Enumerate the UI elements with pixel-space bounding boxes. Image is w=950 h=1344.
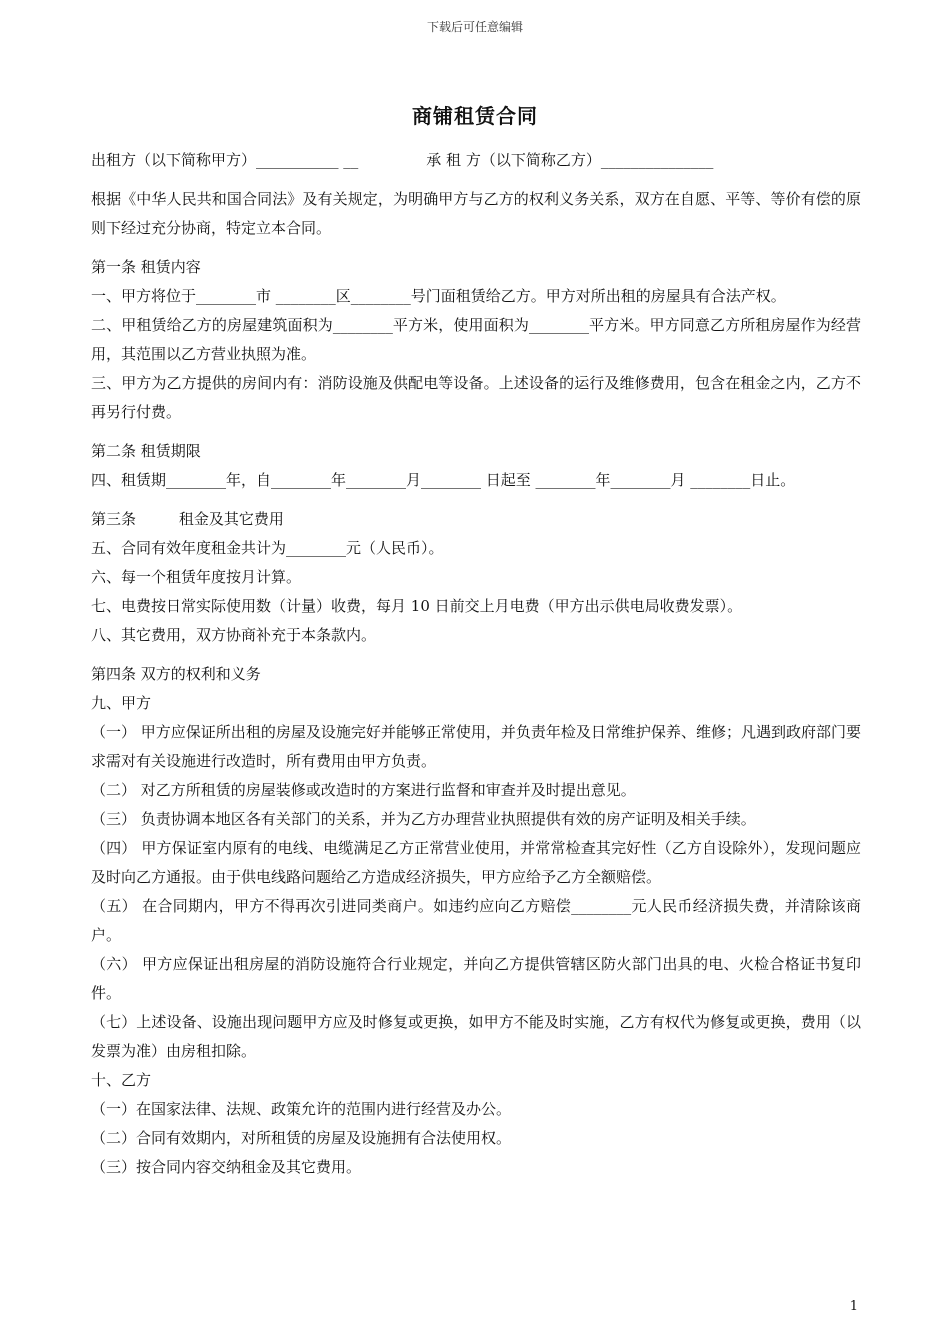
article-4-heading: 第四条 双方的权利和义务 <box>91 665 261 683</box>
party-b-item-1: （一）在国家法律、法规、政策允许的范围内进行经营及办公。 <box>91 1100 512 1118</box>
party-a-item-4: （四） 甲方保证室内原有的电线、电缆满足乙方正常营业使用，并常常检查其完好性（乙方自设除外），发现问题应及时向乙方通报。由于供电线路问题给乙方造成经济损失，甲方应给予乙方全额赔偿。 <box>91 839 861 886</box>
party-a-item-5: （五） 在合同期内，甲方不得再次引进同类商户。如违约应向乙方赔偿________元人民币经济损失费，并清除该商户。 <box>91 897 861 944</box>
preamble: 根据《中华人民共和国合同法》及有关规定，为明确甲方与乙方的权利义务关系，双方在自愿、平等、等价有偿的原则下经过充分协商，特定立本合同。 <box>91 190 861 237</box>
party-b-heading: 十、乙方 <box>91 1071 152 1089</box>
clause-6: 六、每一个租赁年度按月计算。 <box>91 568 302 586</box>
page-number: 1 <box>849 1299 858 1314</box>
party-a-item-3: （三） 负责协调本地区各有关部门的关系，并为乙方办理营业执照提供有效的房产证明及相关手续。 <box>91 810 756 828</box>
document-body <box>91 146 861 1182</box>
header-note: 下载后可任意编辑 <box>426 20 523 34</box>
party-b-item-2: （二）合同有效期内，对所租赁的房屋及设施拥有合法使用权。 <box>91 1129 512 1147</box>
clause-2: 二、甲租赁给乙方的房屋建筑面积为________平方米，使用面积为________平方米。甲方同意乙方所租房屋作为经营用，其范围以乙方营业执照为准。 <box>91 316 861 363</box>
clause-5: 五、合同有效年度租金共计为________元（人民币）。 <box>91 539 444 557</box>
lessee-field: 承 租 方（以下简称乙方）_______________ <box>426 151 714 169</box>
party-b-item-3: （三）按合同内容交纳租金及其它费用。 <box>91 1158 362 1176</box>
article-3-heading: 第三条 租金及其它费用 <box>91 510 284 528</box>
document-title: 商铺租赁合同 <box>412 104 538 128</box>
party-a-heading: 九、甲方 <box>91 694 152 712</box>
lessor-field: 出租方（以下简称甲方）___________ __ <box>91 151 359 169</box>
party-a-item-6: （六） 甲方应保证出租房屋的消防设施符合行业规定，并向乙方提供管辖区防火部门出具的电、火检合格证书复印件。 <box>91 955 861 1002</box>
article-1-heading: 第一条 租赁内容 <box>91 258 201 276</box>
party-a-item-7: （七）上述设备、设施出现问题甲方应及时修复或更换，如甲方不能及时实施，乙方有权代为修复或更换，费用（以发票为准）由房租扣除。 <box>91 1013 861 1060</box>
clause-1: 一、甲方将位于________市 ________区________号门面租赁给乙方。甲方对所出租的房屋具有合法产权。 <box>91 287 786 305</box>
clause-7: 七、电费按日常实际使用数（计量）收费，每月 10 日前交上月电费（甲方出示供电局收费发票）。 <box>91 597 743 615</box>
party-a-item-2: （二） 对乙方所租赁的房屋装修或改造时的方案进行监督和审查并及时提出意见。 <box>91 781 636 799</box>
clause-4: 四、租赁期________年，自________年________月________ 日起至 ________年________月 ________日止。 <box>91 471 796 489</box>
party-a-item-1: （一） 甲方应保证所出租的房屋及设施完好并能够正常使用，并负责年检及日常维护保养、维修；凡遇到政府部门要求需对有关设施进行改造时，所有费用由甲方负责。 <box>91 723 861 770</box>
article-2-heading: 第二条 租赁期限 <box>91 442 201 460</box>
parties-line <box>91 146 861 175</box>
clause-3: 三、甲方为乙方提供的房间内有：消防设施及供配电等设备。上述设备的运行及维修费用，包含在租金之内，乙方不再另行付费。 <box>91 374 861 421</box>
clause-8: 八、其它费用，双方协商补充于本条款内。 <box>91 626 377 644</box>
